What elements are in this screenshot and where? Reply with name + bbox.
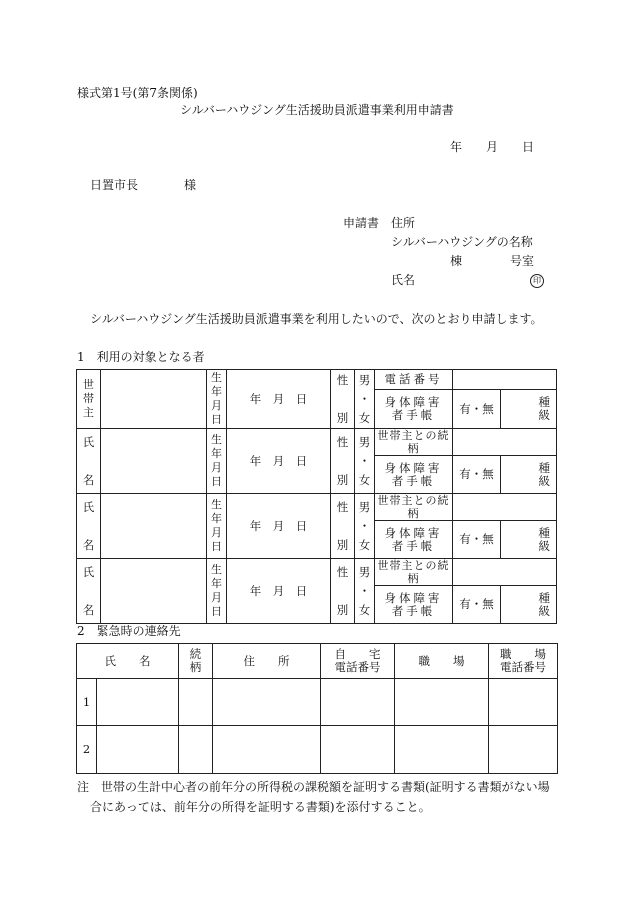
col-name-header: 氏 名 [77,644,179,679]
addressee: 日置市長 [90,178,139,192]
sex-male: 男 [358,373,371,387]
contact-name-field[interactable] [97,726,179,774]
birth-label-4: 日 [211,413,222,426]
form-number: 様式第1号(第7条関係) [77,86,198,100]
contact-relation-field[interactable] [179,679,213,726]
col-home-2: 電話番号 [334,660,381,674]
intro-text: シルバーハウジング生活援助員派遣事業を利用したいので、次のとおり申請します。 [90,312,543,326]
seal-icon: 印 [530,274,544,288]
col-work-header: 職 場 [395,644,489,679]
sex-label-bottom: 別 [336,538,349,552]
birth-label-1: 生 [211,498,222,511]
member-label-bottom: 名 [82,603,95,617]
type-label: 種 [538,395,550,410]
disability-label-cell [375,390,453,429]
disability-yes-no[interactable]: 有・無 [453,586,501,624]
contact-address-field[interactable] [213,726,321,774]
contact-relation-field[interactable] [179,726,213,774]
birth-label-3: 月 [211,399,222,412]
section1-heading: 1 利用の対象となる者 [77,350,205,364]
sex-female: 女 [358,411,371,425]
date-year-label: 年 [450,140,463,154]
table-row [77,726,558,774]
sex-label-top: 性 [336,500,349,514]
row-number: 2 [77,726,97,774]
sex-female: 女 [358,538,371,552]
seal-mark [526,272,544,288]
sex-label-top: 性 [336,565,349,579]
col-relation-2: 柄 [189,660,202,674]
disability-line1: 身体障害 [384,395,443,410]
relation-label: 世帯主との続柄 [375,494,453,521]
date-month-label: 月 [486,140,499,154]
birth-label-cell [207,494,227,559]
birth-label-2: 年 [211,447,222,460]
member-label-top: 氏 [82,565,95,579]
table-row [77,429,557,456]
member-name-field[interactable] [101,494,207,559]
applicant-building-label: 棟 [450,254,463,268]
birth-date-field[interactable] [227,494,331,559]
sex-label-cell [331,370,355,429]
sex-dot: ・ [358,454,371,468]
phone-label: 電話番号 [375,370,453,390]
member-name-field[interactable] [101,559,207,624]
relation-field[interactable] [453,494,557,521]
birth-label-2: 年 [211,385,222,398]
contact-name-field[interactable] [97,679,179,726]
birth-label-3: 月 [211,526,222,539]
table-row [77,370,557,390]
member-label-cell [77,559,101,624]
sex-dot: ・ [358,584,371,598]
col-address-header: 住 所 [213,644,321,679]
note-line1: 世帯の生計中心者の前年分の所得税の課税額を証明する書類(証明する書類がない場 [101,780,550,794]
birth-label-3: 月 [211,591,222,604]
head-label-2: 帯 [83,392,94,405]
birth-label-4: 日 [211,540,222,553]
type-label: 種 [538,590,550,605]
member-label-cell [77,494,101,559]
col-work-phone-2: 電話番号 [500,660,546,674]
sex-male: 男 [358,435,371,449]
birth-label-4: 日 [211,605,222,618]
col-relation-1: 続 [189,647,202,661]
member-name-field[interactable] [101,429,207,494]
disability-yes-no[interactable]: 有・無 [453,521,501,559]
disability-line2: 者手帳 [391,538,436,553]
birth-label-3: 月 [211,461,222,474]
disability-label-cell [375,586,453,624]
table-row [77,559,557,586]
grade-label: 級 [538,473,550,488]
sex-options-cell[interactable] [355,370,375,429]
contact-home-phone-field[interactable] [321,726,395,774]
sex-options-cell[interactable] [355,429,375,494]
contact-work-field[interactable] [395,679,489,726]
contact-address-field[interactable] [213,679,321,726]
addressee-suffix: 様 [184,178,197,192]
birth-label-1: 生 [211,433,222,446]
birth-label-2: 年 [211,577,222,590]
birth-date-units: 年 月 日 [249,518,308,533]
birth-label-cell [207,559,227,624]
birth-label-2: 年 [211,512,222,525]
sex-label-bottom: 別 [336,473,349,487]
applicant-name-label: 氏名 [391,273,416,287]
applicant-room-label: 号室 [510,254,535,268]
applicant-address-label: 住所 [391,216,416,230]
head-name-field[interactable] [101,370,207,429]
col-work-phone-header [489,644,558,679]
sex-dot: ・ [358,519,371,533]
birth-date-field[interactable] [227,370,331,429]
row-number: 1 [77,679,97,726]
birth-label-1: 生 [211,563,222,576]
sex-label-top: 性 [336,373,349,387]
table-row [77,679,558,726]
applicant-housing-name-label: シルバーハウジングの名称 [391,235,533,249]
relation-field[interactable] [453,559,557,586]
col-work-phone-1: 職 場 [500,647,546,661]
disability-yes-no[interactable]: 有・無 [453,390,501,429]
col-relation-header [179,644,213,679]
contact-work-field[interactable] [395,726,489,774]
table-row [77,494,557,521]
date-day-label: 日 [522,140,535,154]
birth-date-field[interactable] [227,559,331,624]
contact-work-phone-field[interactable] [489,679,558,726]
disability-label-cell [375,456,453,494]
disability-grade-cell[interactable] [501,390,557,429]
sex-label-cell [331,494,355,559]
applicant-label: 申請書 [343,216,380,230]
sex-male: 男 [358,500,371,514]
contact-work-phone-field[interactable] [489,726,558,774]
member-label-top: 氏 [82,435,95,449]
type-label: 種 [538,460,550,475]
table-row [77,644,558,679]
birth-label-cell [207,370,227,429]
contact-home-phone-field[interactable] [321,679,395,726]
phone-field[interactable] [453,370,557,390]
disability-grade-cell[interactable] [501,586,557,624]
disability-line1: 身体障害 [384,525,443,540]
relation-label: 世帯主との続柄 [375,559,453,586]
sex-label-cell [331,559,355,624]
note-line2: 合にあっては、前年分の所得を証明する書類)を添付すること。 [90,800,431,814]
disability-line1: 身体障害 [384,590,443,605]
disability-yes-no[interactable]: 有・無 [453,456,501,494]
birth-date-units: 年 月 日 [249,453,308,468]
col-home-phone-header [321,644,395,679]
sex-options-cell[interactable] [355,494,375,559]
disability-line2: 者手帳 [391,473,436,488]
target-persons-table [76,369,557,624]
section2-heading: 2 緊急時の連絡先 [77,624,181,638]
sex-female: 女 [358,603,371,617]
birth-label-4: 日 [211,475,222,488]
col-home-1: 自 宅 [334,647,381,661]
grade-label: 級 [538,603,550,618]
birth-date-field[interactable] [227,429,331,494]
member-label-cell [77,429,101,494]
head-label-cell [77,370,101,429]
sex-dot: ・ [358,392,371,406]
birth-date-units: 年 月 日 [249,583,308,598]
member-label-top: 氏 [82,500,95,514]
disability-line1: 身体障害 [384,460,443,475]
head-label-1: 世 [83,378,94,391]
head-label-3: 主 [83,406,94,419]
relation-label: 世帯主との続柄 [375,429,453,456]
sex-label-top: 性 [336,435,349,449]
grade-label: 級 [538,408,550,423]
sex-female: 女 [358,473,371,487]
disability-line2: 者手帳 [391,408,436,423]
sex-male: 男 [358,565,371,579]
birth-label-1: 生 [211,371,222,384]
form-title: シルバーハウジング生活援助員派遣事業利用申請書 [180,103,454,117]
disability-line2: 者手帳 [391,603,436,618]
sex-label-bottom: 別 [336,603,349,617]
member-label-bottom: 名 [82,538,95,552]
disability-label-cell [375,521,453,559]
sex-label-cell [331,429,355,494]
relation-field[interactable] [453,429,557,456]
sex-options-cell[interactable] [355,559,375,624]
note-label: 注 [77,780,90,794]
birth-label-cell [207,429,227,494]
type-label: 種 [538,525,550,540]
disability-grade-cell[interactable] [501,521,557,559]
disability-grade-cell[interactable] [501,456,557,494]
grade-label: 級 [538,538,550,553]
member-label-bottom: 名 [82,473,95,487]
birth-date-units: 年 月 日 [249,391,308,406]
sex-label-bottom: 別 [336,411,349,425]
emergency-contacts-table [76,643,558,774]
